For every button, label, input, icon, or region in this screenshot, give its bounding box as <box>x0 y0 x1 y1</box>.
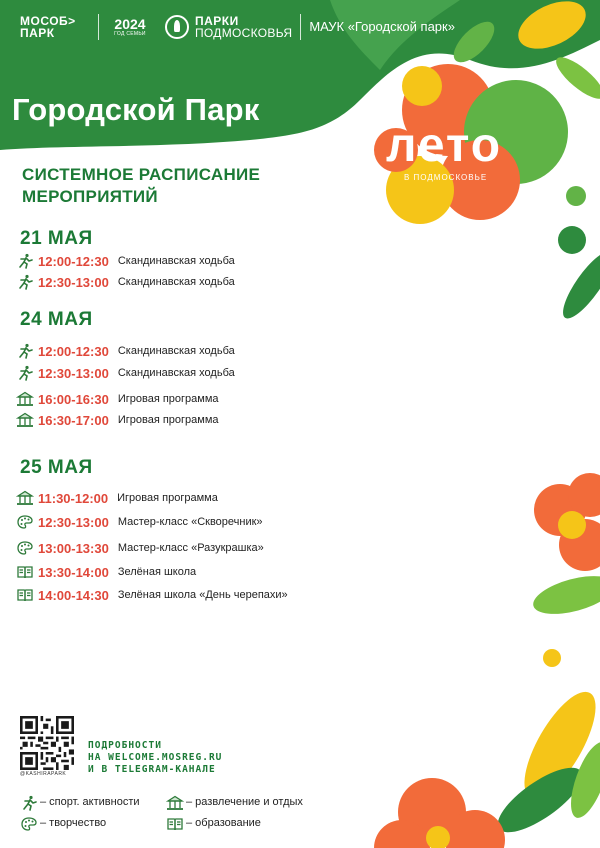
palette-icon <box>16 540 34 556</box>
event-activity: Игровая программа <box>117 492 218 504</box>
event-time: 16:00-16:30 <box>38 391 109 407</box>
leaf-shape <box>551 51 600 105</box>
book-icon <box>16 587 34 603</box>
divider <box>300 14 301 40</box>
legend-creativity: – творчество <box>20 816 106 830</box>
schedule-row <box>16 252 235 270</box>
page-title: Городской Парк <box>12 92 260 127</box>
event-time: 12:00-12:30 <box>38 253 109 269</box>
carousel-icon <box>16 391 34 407</box>
carousel-icon <box>16 412 34 428</box>
mosoblpark-logo: МОСОБ> ПАРК <box>20 14 76 40</box>
schedule-row <box>16 390 219 408</box>
event-time: 12:30-13:00 <box>38 274 109 290</box>
day-heading: 25 МАЯ <box>20 457 93 478</box>
event-time: 12:30-13:00 <box>38 365 109 381</box>
organization-name: МАУК «Городской парк» <box>309 19 455 34</box>
event-activity: Скандинавская ходьба <box>117 345 235 357</box>
event-activity: Скандинавская ходьба <box>117 276 235 288</box>
event-activity: Скандинавская ходьба <box>117 367 235 379</box>
event-activity: Мастер-класс «Разукрашка» <box>117 542 264 554</box>
year-of-family-logo <box>107 17 153 37</box>
event-activity: Игровая программа <box>117 414 219 426</box>
palette-icon <box>16 514 34 530</box>
palette-icon <box>20 816 38 830</box>
schedule-row <box>16 513 263 531</box>
year-sub-label: ГОД СЕМЬИ <box>114 31 146 37</box>
header-logos <box>20 10 455 44</box>
book-icon <box>16 564 34 580</box>
summer-badge-title: лето <box>386 119 503 172</box>
event-activity: Мастер-класс «Скворечник» <box>117 516 263 528</box>
qr-handle: @KASHIRAPARK <box>20 771 67 777</box>
event-time: 13:30-14:00 <box>38 564 109 580</box>
day-heading: 24 МАЯ <box>20 309 93 330</box>
leaf-shape <box>529 569 600 622</box>
schedule-row <box>16 563 196 581</box>
parks-emblem-icon <box>165 15 189 39</box>
book-icon <box>166 816 184 830</box>
day-heading: 21 МАЯ <box>20 228 93 249</box>
event-activity: Зелёная школа «День черепахи» <box>117 589 288 601</box>
carousel-icon <box>166 795 184 809</box>
schedule-row <box>16 273 235 291</box>
schedule-row <box>16 364 235 382</box>
legend-sport: – спорт. активности <box>20 795 140 809</box>
event-activity: Зелёная школа <box>117 566 197 578</box>
qr-code[interactable] <box>20 716 74 770</box>
right-flower <box>534 473 600 571</box>
event-time: 13:00-13:30 <box>38 540 109 556</box>
green-dot <box>566 186 586 206</box>
runner-icon <box>20 795 38 809</box>
event-activity: Скандинавская ходьба <box>117 255 235 267</box>
event-time: 12:30-13:00 <box>38 514 109 530</box>
event-activity: Игровая программа <box>117 393 219 405</box>
event-time: 11:30-12:00 <box>38 490 109 506</box>
carousel-icon <box>16 490 34 506</box>
schedule-row <box>16 586 288 604</box>
schedule-row <box>16 411 219 429</box>
green-dot <box>558 226 586 254</box>
yellow-dot <box>543 649 561 667</box>
runner-icon <box>16 343 34 359</box>
schedule-row <box>16 489 218 507</box>
schedule-row <box>16 539 264 557</box>
event-time: 12:00-12:30 <box>38 343 109 359</box>
more-info-text: ПОДРОБНОСТИ НА WELCOME.MOSREG.RU И В TELEGRAM-КАНАЛЕ <box>88 740 223 775</box>
parks-podmoskovya-logo: ПАРКИ ПОДМОСКОВЬЯ <box>165 15 292 39</box>
event-time: 14:00-14:30 <box>38 587 109 603</box>
event-time: 16:30-17:00 <box>38 412 109 428</box>
leaf-shape <box>555 245 600 324</box>
summer-badge-subtitle: В ПОДМОСКОВЬЕ <box>404 173 488 182</box>
bottom-flower <box>374 778 505 848</box>
runner-icon <box>16 253 34 269</box>
year-label: 2024 <box>114 16 146 32</box>
divider <box>98 14 99 40</box>
runner-icon <box>16 365 34 381</box>
runner-icon <box>16 274 34 290</box>
schedule-title: СИСТЕМНОЕ РАСПИСАНИЕ МЕРОПРИЯТИЙ <box>22 165 261 206</box>
website-link[interactable]: НА WELCOME.MOSREG.RU <box>88 752 223 763</box>
legend-entertainment: – развлечение и отдых <box>166 795 303 809</box>
schedule-row <box>16 342 235 360</box>
legend-education: – образование <box>166 816 261 830</box>
